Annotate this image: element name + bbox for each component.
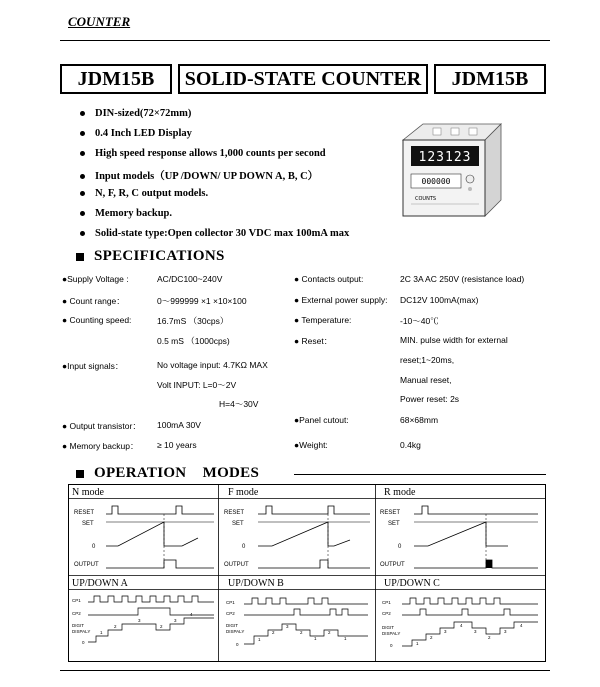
bullet-icon: [80, 211, 85, 216]
spec-value: H=4～30V: [219, 399, 259, 409]
spec-value: Power reset: 2s: [400, 394, 460, 404]
svg-text:4: 4: [520, 623, 523, 628]
spec-value: 0.5 mS （1000cps): [157, 336, 230, 346]
title-right: JDM15B: [434, 64, 546, 94]
operation-modes-diagram: [68, 484, 546, 662]
svg-text:2: 2: [488, 635, 491, 640]
spec-label: ● Output transistor：: [62, 421, 141, 431]
spec-value: AC/DC100~240V: [157, 274, 223, 284]
display-label: DISPALY: [72, 629, 91, 634]
spec-label: ●Weight:: [294, 440, 328, 450]
f-mode-timing: [224, 506, 370, 568]
spec-value: MIN. pulse width for external: [400, 335, 508, 345]
output-label: OUTPUT: [380, 562, 405, 568]
updown-title-b: UP/DOWN B: [228, 578, 284, 589]
footer-rule: [60, 670, 550, 671]
feature-item: [80, 188, 208, 199]
svg-text:3: 3: [138, 618, 141, 623]
display-label: DISPALY: [226, 629, 245, 634]
spec-label: ● Count range：: [62, 296, 125, 306]
spec-value: 100mA 30V: [157, 420, 201, 430]
spec-value: No voltage input: 4.7KΩ MAX: [157, 360, 268, 370]
set-label: SET: [82, 521, 94, 527]
feature-item: [80, 228, 349, 239]
n-mode-timing: [74, 506, 214, 568]
digit-label: DIGIT: [226, 623, 238, 628]
spec-label: ● Counting speed:: [62, 315, 132, 325]
ops-heading: OPERATION MODES: [76, 465, 259, 482]
spec-label: ●Input signals：: [62, 361, 124, 371]
device-subdisplay-text: 000000: [421, 177, 451, 186]
cp2-label: CP2: [382, 611, 391, 616]
bullet-icon: [80, 151, 85, 156]
zero-label: 0: [398, 544, 402, 550]
counter-device-image: [393, 122, 505, 218]
ops-heading-rule: [294, 474, 546, 475]
feature-text: DIN-sized(72×72mm): [95, 108, 192, 119]
svg-text:1: 1: [258, 637, 261, 642]
cp1-label: CP1: [72, 598, 81, 603]
zero-label: 0: [236, 642, 239, 647]
feature-text: 0.4 Inch LED Display: [95, 128, 192, 139]
svg-text:3: 3: [174, 618, 177, 623]
reset-label: RESET: [74, 510, 95, 516]
feature-text: Input models（UP /DOWN/ UP DOWN A, B, C）: [95, 171, 319, 182]
bullet-icon: [80, 191, 85, 196]
svg-text:2: 2: [272, 630, 275, 635]
spec-value: Manual reset,: [400, 375, 452, 385]
title-center: SOLID-STATE COUNTER: [178, 64, 428, 94]
zero-label: 0: [92, 544, 96, 550]
display-label: DISPALY: [382, 631, 401, 636]
output-label: OUTPUT: [74, 562, 99, 568]
spec-value: DC12V 100mA(max): [400, 295, 479, 305]
spec-label: ●Panel cutout:: [294, 415, 349, 425]
svg-text:2: 2: [430, 635, 433, 640]
digit-label: DIGIT: [72, 623, 84, 628]
spec-label: ● Reset：: [294, 336, 333, 346]
cp2-label: CP2: [226, 611, 235, 616]
svg-text:3: 3: [504, 629, 507, 634]
updown-a-timing: [72, 596, 214, 645]
reset-label: RESET: [380, 510, 401, 516]
specs-heading: SPECIFICATIONS: [76, 248, 225, 265]
feature-item: [80, 148, 326, 159]
set-label: SET: [388, 521, 400, 527]
mode-title-n: N mode: [72, 487, 104, 498]
reset-label: RESET: [224, 510, 245, 516]
spec-label: ●Supply Voltage :: [62, 274, 129, 284]
device-display-text: 123123: [418, 150, 472, 165]
spec-value: 0.4kg: [400, 440, 421, 450]
spec-value: 68×68mm: [400, 415, 439, 425]
svg-text:2: 2: [328, 630, 331, 635]
title-left: JDM15B: [60, 64, 172, 94]
header-label: COUNTER: [68, 14, 131, 29]
feature-item: [80, 208, 172, 219]
digit-label: DIGIT: [382, 625, 394, 630]
feature-text: Solid-state type:Open collector 30 VDC max 100mA max: [95, 228, 350, 239]
spec-value: ≥ 10 years: [157, 440, 197, 450]
svg-text:1: 1: [100, 630, 103, 635]
feature-text: N, F, R, C output models.: [95, 188, 209, 199]
mode-title-f: F mode: [228, 487, 259, 498]
svg-text:1: 1: [416, 641, 419, 646]
cp2-label: CP2: [72, 611, 81, 616]
cp1-label: CP1: [382, 600, 391, 605]
svg-text:4: 4: [460, 623, 463, 628]
zero-label: 0: [390, 643, 393, 648]
updown-b-timing: [226, 598, 368, 647]
svg-text:2: 2: [300, 630, 303, 635]
zero-label: 0: [242, 544, 246, 550]
feature-text: Memory backup.: [95, 208, 172, 219]
spec-label: ● Contacts output:: [294, 274, 364, 284]
bullet-icon: [80, 174, 85, 179]
bullet-icon: [80, 231, 85, 236]
feature-item: [80, 168, 318, 183]
updown-title-a: UP/DOWN A: [72, 578, 128, 589]
spec-label: ● External power supply:: [294, 295, 388, 305]
bullet-icon: [80, 131, 85, 136]
square-bullet-icon: [76, 470, 84, 478]
svg-text:3: 3: [474, 629, 477, 634]
set-label: SET: [232, 521, 244, 527]
svg-text:1: 1: [344, 636, 347, 641]
spec-value: 0～999999 ×1 ×10×100: [157, 296, 247, 306]
feature-item: [80, 108, 191, 119]
svg-text:3: 3: [286, 624, 289, 629]
updown-c-timing: [382, 598, 538, 648]
svg-text:3: 3: [444, 629, 447, 634]
feature-text: High speed response allows 1,000 counts per second: [95, 148, 326, 159]
updown-title-c: UP/DOWN C: [384, 578, 440, 589]
cp1-label: CP1: [226, 600, 235, 605]
feature-item: [80, 128, 192, 139]
bullet-icon: [80, 111, 85, 116]
device-label-text: COUNTS: [415, 196, 437, 202]
svg-text:1: 1: [314, 636, 317, 641]
spec-value: reset;1~20ms,: [400, 355, 455, 365]
zero-label: 0: [82, 640, 85, 645]
spec-label: ● Temperature:: [294, 315, 352, 325]
svg-text:2: 2: [160, 624, 163, 629]
spec-value: 16.7mS （30cps）: [157, 316, 229, 326]
spec-value: -10～40℃: [400, 316, 439, 326]
spec-label: ● Memory backup：: [62, 441, 139, 451]
spec-value: Volt INPUT: L=0～2V: [157, 380, 237, 390]
output-label: OUTPUT: [224, 562, 249, 568]
svg-text:4: 4: [190, 612, 193, 617]
svg-text:2: 2: [114, 624, 117, 629]
square-bullet-icon: [76, 253, 84, 261]
spec-value: 2C 3A AC 250V (resistance load): [400, 274, 525, 284]
mode-title-r: R mode: [384, 487, 416, 498]
r-mode-timing: [380, 506, 538, 568]
header-rule: [60, 40, 550, 41]
